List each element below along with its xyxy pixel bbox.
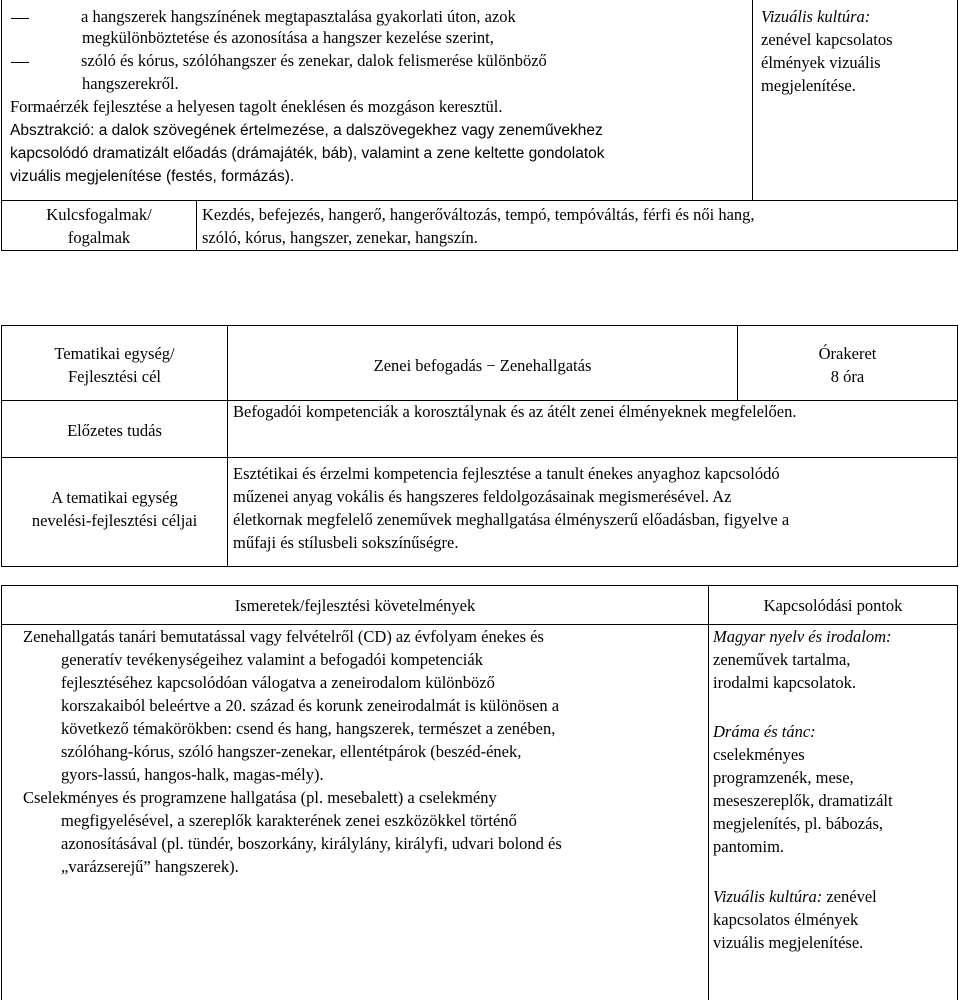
bullet-item: a hangszerek hangszínének megtapasztalása gyakorlati úton, azok [35, 6, 57, 27]
req-line: fejlesztéséhez kapcsolódóan válogatva a zeneirodalom különböző [61, 673, 495, 692]
kulcs-content-cell [202, 204, 954, 248]
link-line: zeneművek tartalma, [713, 650, 851, 669]
dash-bullet-icon [11, 62, 29, 63]
goals-content-cell [233, 463, 955, 553]
unit-label: Fejlesztési cél [67, 367, 161, 386]
link-line: kapcsolatos élmények [713, 910, 859, 929]
goals-line: műzenei anyag vokális és hangszeres feldolgozásainak megismerésével. Az [233, 487, 732, 506]
link-line: meseszereplők, dramatizált [713, 791, 893, 810]
dash-bullet-icon [11, 18, 29, 19]
kulcs-label: Kulcsfogalmak/ [46, 205, 152, 224]
link-line: pantomim. [713, 837, 785, 856]
bullet-continuation: hangszerekről. [82, 74, 179, 93]
req-header-left: Ismeretek/fejlesztési követelmények [234, 596, 476, 615]
side-title: Vizuális kultúra: [761, 7, 871, 26]
req-line: szólóhang-kórus, szóló hangszer-zenekar, ellentétpárok (beszéd-ének, [61, 742, 522, 761]
link-title-tail: zenével [822, 887, 877, 906]
goals-label: nevelési-fejlesztési céljai [31, 511, 198, 530]
absztrakcio-line: vizuális megjelenítése (festés, formázás). [10, 168, 295, 185]
req-line: korszakaiból beleértve a 20. század és korunk zeneirodalmát is különösen a [61, 696, 560, 715]
unit-label: Tematikai egység/ [54, 344, 175, 363]
forma-line: Formaérzék fejlesztése a helyesen tagolt éneklésen és mozgáson keresztül. [10, 97, 503, 116]
link-title: Magyar nyelv és irodalom: [713, 627, 892, 646]
req-line: Cselekményes és programzene hallgatása (pl. mesebalett) a cselekmény [23, 788, 497, 807]
link-line: irodalmi kapcsolatok. [713, 673, 856, 692]
hours-cell [738, 343, 957, 387]
unit-title: Zenei befogadás − Zenehallgatás [373, 356, 592, 375]
req-line: generatív tevékenységeihez valamint a befogadói kompetenciák [61, 650, 483, 669]
kulcs-line: szóló, kórus, hangszer, zenekar, hangszín. [202, 228, 478, 247]
req-line: gyors-lassú, hangos-halk, magas-mély). [61, 765, 324, 784]
link-title: Vizuális kultúra: [713, 887, 823, 906]
absztrakcio-line: kapcsolódó dramatizált előadás (drámajáték, báb), valamint a zene keltette gondolatok [10, 145, 605, 162]
kulcs-line: Kezdés, befejezés, hangerő, hangerőváltozás, tempó, tempóváltás, férfi és női hang, [202, 205, 755, 224]
goals-line: Esztétikai és érzelmi kompetencia fejlesztése a tanult énekes anyaghoz kapcsolódó [233, 464, 780, 483]
bullet-continuation: megkülönböztetése és azonosítása a hangszer kezelése szerint, [82, 28, 494, 47]
goals-line: műfaji és stílusbeli sokszínűségre. [233, 533, 459, 552]
hours-label: Órakeret [818, 344, 877, 363]
unit-label-cell [2, 343, 227, 387]
req-line: azonosításával (pl. tündér, boszorkány, királylány, királyfi, udvari bolond és [61, 834, 562, 853]
bullet-item: szóló és kórus, szólóhangszer és zenekar, dalok felismerése különböző [35, 50, 57, 71]
prior-text: Befogadói kompetenciák a korosztálynak és az átélt zenei élményeknek megfelelően. [233, 402, 797, 421]
hours-value: 8 óra [830, 367, 865, 386]
kulcs-label: fogalmak [67, 228, 131, 247]
link-line: vizuális megjelenítése. [713, 933, 864, 952]
side-line: megjelenítése. [761, 76, 856, 95]
side-line: zenével kapcsolatos [761, 30, 893, 49]
goals-line: életkornak megfelelő zeneművek meghallgatása élményszerű előadásban, figyelve a [233, 510, 790, 529]
link-title: Dráma és tánc: [713, 722, 816, 741]
goals-label: A tematikai egység [51, 488, 178, 507]
req-header-right: Kapcsolódási pontok [763, 596, 903, 615]
kulcs-label-cell [2, 204, 196, 248]
absztrakcio-line: Absztrakció: a dalok szövegének értelmezése, a dalszövegekhez vagy zeneművekhez [10, 122, 603, 139]
link-line: megjelenítés, pl. bábozás, [713, 814, 883, 833]
req-line: Zenehallgatás tanári bemutatással vagy felvételről (CD) az évfolyam énekes és [23, 627, 544, 646]
goals-label-cell [2, 487, 227, 531]
req-line: „varázserejű” hangszerek). [61, 857, 239, 876]
link-title-row [713, 886, 877, 907]
side-line: élmények vizuális [761, 53, 881, 72]
link-line: cselekményes [713, 745, 805, 764]
req-line: következő témakörökben: csend és hang, hangszerek, természet a zenében, [61, 719, 556, 738]
req-line: megfigyelésével, a szereplők karakterének zenei eszközökkel történő [61, 811, 517, 830]
link-line: programzenék, mese, [713, 768, 854, 787]
prior-label: Előzetes tudás [67, 421, 162, 440]
